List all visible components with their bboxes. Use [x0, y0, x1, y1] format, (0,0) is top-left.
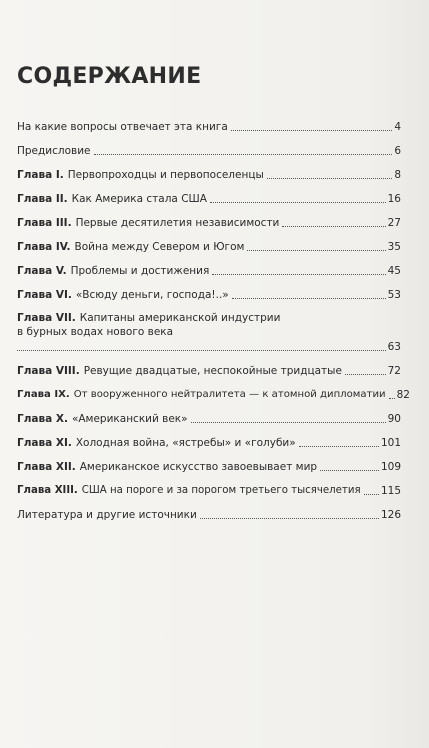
entry-title: Ревущие двадцатые, неспокойные тридцатые	[83, 365, 342, 377]
page-number: 4	[394, 121, 401, 133]
toc-entry	[17, 508, 401, 522]
toc-entry	[17, 436, 401, 450]
page-title: СОДЕРЖАНИЕ	[17, 64, 202, 89]
chapter-number: Глава X.	[17, 413, 68, 425]
toc-entry	[17, 460, 401, 474]
chapter-number: Глава I.	[17, 169, 64, 181]
dot-leader	[17, 350, 386, 351]
page-number: 115	[380, 485, 401, 497]
toc-entry-line1	[17, 311, 401, 325]
dot-leader	[247, 250, 385, 251]
page-number: 126	[380, 509, 401, 521]
page-number: 101	[380, 437, 401, 449]
chapter-number: Глава XIII.	[17, 485, 78, 496]
toc-entry	[17, 240, 401, 254]
entry-title: Предисловие	[17, 145, 91, 157]
page-number: 6	[394, 145, 401, 157]
toc-entry	[17, 484, 401, 498]
chapter-number: Глава VIII.	[17, 365, 80, 377]
page-number: 109	[380, 461, 401, 473]
toc-entry	[17, 144, 401, 158]
dot-leader	[191, 422, 386, 423]
chapter-number: Глава XII.	[17, 461, 76, 473]
entry-title: Как Америка стала США	[71, 193, 207, 205]
dot-leader	[200, 518, 379, 519]
chapter-number: Глава XI.	[17, 437, 72, 449]
page-number: 45	[387, 265, 401, 277]
entry-title: На какие вопросы отвечает эта книга	[17, 121, 228, 133]
page-number: 16	[387, 193, 401, 205]
chapter-number: Глава VII.	[17, 312, 76, 324]
dot-leader	[299, 446, 379, 447]
entry-title: «Всюду деньги, господа!..»	[75, 289, 229, 301]
chapter-number: Глава VI.	[17, 289, 72, 301]
entry-title-continued: в бурных водах нового века	[17, 326, 174, 338]
entry-title: Американское искусство завоевывает мир	[79, 461, 318, 473]
dot-leader	[345, 374, 386, 375]
entry-title: «Американский век»	[71, 413, 188, 425]
toc-entry	[17, 192, 401, 206]
dot-leader	[232, 298, 386, 299]
toc-entry	[17, 412, 401, 426]
page-number: 53	[387, 289, 401, 301]
dot-leader	[320, 470, 379, 471]
entry-title: Холодная война, «ястребы» и «голуби»	[75, 437, 296, 449]
entry-title: От вооруженного нейтралитета — к атомной дипломатии	[73, 389, 386, 400]
dot-leader	[210, 202, 386, 203]
chapter-number: Глава II.	[17, 193, 68, 205]
page-number: 72	[387, 365, 401, 377]
toc-entry	[17, 120, 401, 134]
toc-entry	[17, 216, 401, 230]
chapter-number: Глава V.	[17, 265, 67, 277]
entry-title: Война между Севером и Югом	[74, 241, 245, 253]
dot-leader	[212, 274, 385, 275]
dot-leader	[94, 154, 393, 155]
toc-entry	[17, 340, 401, 354]
chapter-number: Глава III.	[17, 217, 72, 229]
entry-title: Литература и другие источники	[17, 509, 197, 521]
dot-leader	[231, 130, 393, 131]
page-number: 90	[387, 413, 401, 425]
toc-entry	[17, 264, 401, 278]
dot-leader	[282, 226, 385, 227]
dot-leader	[389, 398, 395, 399]
entry-title: США на пороге и за порогом третьего тысячелетия	[81, 485, 361, 496]
entry-title: Первопроходцы и первопоселенцы	[67, 169, 264, 181]
toc-entry	[17, 288, 401, 302]
toc-entry	[17, 388, 410, 402]
chapter-number: Глава IX.	[17, 389, 70, 400]
page-number: 82	[396, 389, 410, 401]
chapter-number: Глава IV.	[17, 241, 71, 253]
page-number: 27	[387, 217, 401, 229]
toc-entry	[17, 364, 401, 378]
entry-title: Первые десятилетия независимости	[75, 217, 280, 229]
dot-leader	[267, 178, 393, 179]
page-number: 63	[387, 341, 401, 353]
page-number: 8	[394, 169, 401, 181]
entry-title: Капитаны американской индустрии	[79, 312, 281, 324]
entry-title: Проблемы и достижения	[70, 265, 210, 277]
page-number: 35	[387, 241, 401, 253]
dot-leader	[364, 494, 379, 495]
toc-entry-line2	[17, 325, 401, 339]
toc-entry	[17, 168, 401, 182]
